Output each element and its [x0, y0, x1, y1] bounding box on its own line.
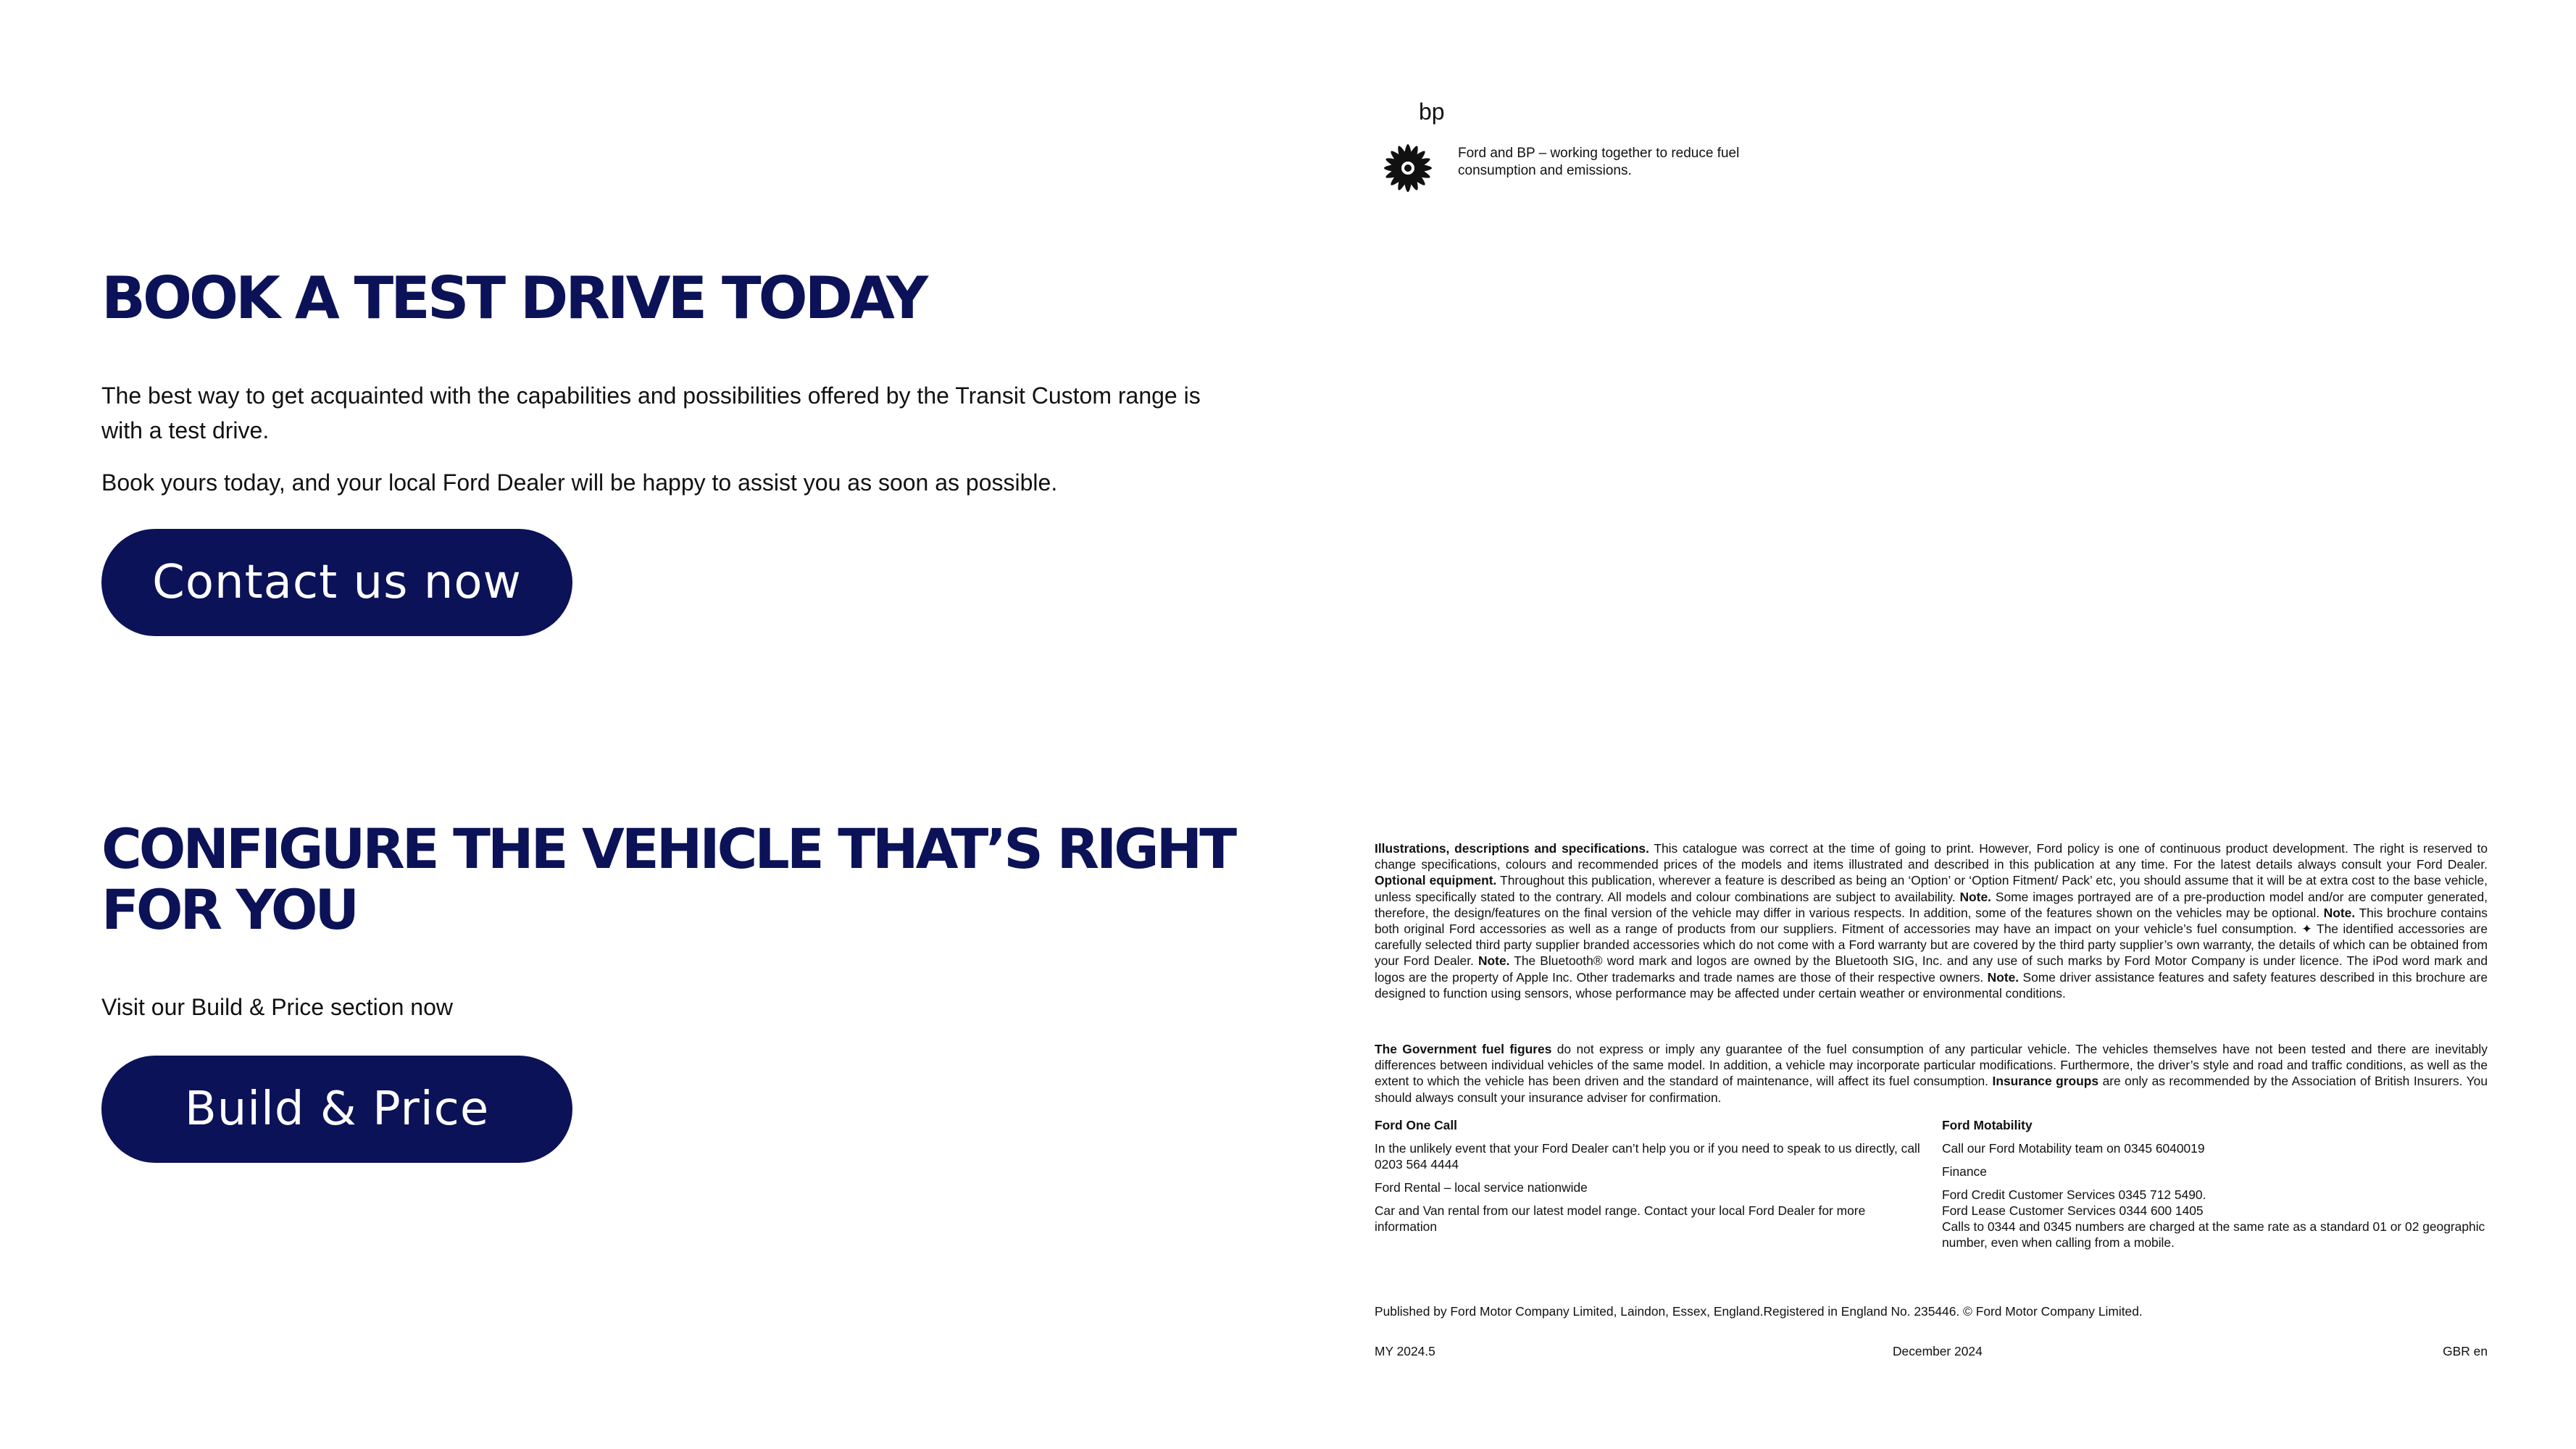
bp-wordmark: bp — [1419, 99, 1445, 125]
configure-text: Visit our Build & Price section now — [101, 994, 453, 1020]
ford-lease-text: Ford Lease Customer Services 0344 600 1405 — [1942, 1203, 2204, 1218]
legal-text: are only as recommended by the Association of British Insurers. You should always consult your insurance adviser for confirmation. — [1375, 1074, 2488, 1105]
legal-bold: Note. — [2323, 905, 2356, 920]
call-charges-text: Calls to 0344 and 0345 numbers are charged at the same rate as a standard 01 or 02 geographic number, even when calling from a mobile. — [1942, 1219, 2485, 1250]
test-drive-heading: BOOK A TEST DRIVE TODAY — [101, 264, 926, 332]
legal-text: do not express or imply any guarantee of the fuel consumption of any particular vehicle. The vehicles themselves have not been tested and there are inevitably differences between individual vehicles of the same model. In addition, a vehicle may incorporate particular modifications. Furthermore, the driver’s style and road and traffic conditions, as well as the extent to which the vehicle has been driven and the standard of maintenance, will affect its fuel consumption. — [1375, 1042, 2488, 1089]
bp-tagline: Ford and BP – working together to reduce fuel consumption and emissions. — [1458, 146, 1740, 178]
build-and-price-button[interactable]: Build & Price — [101, 1056, 572, 1163]
legal-bold: Note. — [1959, 889, 1991, 904]
legal-bold: Optional equipment. — [1375, 873, 1497, 888]
configure-heading: CONFIGURE THE VEHICLE THAT’S RIGHT FOR YOU — [101, 817, 1235, 942]
legal-text: The Bluetooth® word mark and logos are owned by the Bluetooth SIG, Inc. and any use of such marks by Ford Motor Company is under licence. The iPod word mark and logos are the property of Apple Inc. Other trademarks and trade names are those of their respective owners. — [1375, 953, 2488, 985]
legal-bold: Note. — [1987, 969, 2019, 985]
finance-title: Finance — [1942, 1164, 1987, 1179]
test-drive-intro: The best way to get acquainted with the capabilities and possibilities offered by the Transit Custom range is with a test drive. — [101, 383, 1201, 443]
ford-rental-text: Car and Van rental from our latest model range. Contact your local Ford Dealer for more information — [1375, 1203, 1866, 1234]
legal-text: Throughout this publication, wherever a feature is described as being an ‘Option’ or ‘Option Fitment/ Pack’ etc, you should assume that it will be at extra cost to the base vehicle, unless specifically stated to the contrary. All models and colour combinations are subject to availability. — [1375, 873, 2488, 904]
ford-one-call-text: In the unlikely event that your Ford Dealer can’t help you or if you need to speak to us directly, call 0203 564 4444 — [1375, 1141, 1920, 1172]
publication-date: December 2024 — [1893, 1344, 1983, 1358]
legal-fuel-figures-paragraph — [1375, 1041, 2488, 1106]
ford-one-call-column — [1375, 1117, 1925, 1242]
legal-fuel-lead: The Government fuel figures — [1375, 1042, 1552, 1056]
legal-illustrations-paragraph — [1375, 840, 2488, 1001]
legal-bold: Note. — [1477, 953, 1510, 969]
ford-one-call-title: Ford One Call — [1375, 1118, 1458, 1132]
ford-motability-column — [1942, 1117, 2493, 1258]
legal-text: Some images portrayed are of a pre-production model and/or are computer generated, therefore, the design/features on the final version of the vehicle may differ in various respects. In addition, some of the features shown on the vehicles may be optional. — [1375, 889, 2488, 920]
test-drive-dealer-text: Book yours today, and your local Ford Dealer will be happy to assist you as soon as possible. — [101, 469, 1058, 496]
contact-us-button[interactable]: Contact us now — [101, 529, 572, 636]
legal-illustrations-lead: Illustrations, descriptions and specifications. — [1375, 841, 1649, 856]
ford-motability-title: Ford Motability — [1942, 1118, 2033, 1132]
published-by-text: Published by Ford Motor Company Limited, Laindon, Essex, England.Registered in England No. 235446. © Ford Motor Company Limited. — [1375, 1304, 2143, 1319]
locale-code: GBR en — [2443, 1344, 2488, 1358]
legal-bold: Insurance groups — [1992, 1074, 2099, 1089]
legal-text: This brochure contains both original Ford accessories as well as a range of products from our suppliers. Fitment of accessories may have an impact on your vehicle’s fuel consumption. ✦ The identified accessories are carefully selected third party supplier branded accessories which do not come with a Ford warranty but are covered by the third party supplier’s own warranty, the details of which can be obtained from your Ford Dealer. — [1375, 905, 2488, 969]
ford-motability-text: Call our Ford Motability team on 0345 6040019 — [1942, 1141, 2205, 1156]
ford-rental-title: Ford Rental – local service nationwide — [1375, 1180, 1588, 1195]
legal-text: Some driver assistance features and safety features described in this brochure are designed to function using sensors, whose performance may be affected under certain weather or environmental conditions. — [1375, 969, 2488, 1001]
ford-credit-text: Ford Credit Customer Services 0345 712 5490. — [1942, 1187, 2206, 1202]
bp-helios-logo-icon — [1372, 132, 1444, 204]
model-year: MY 2024.5 — [1375, 1344, 1435, 1358]
legal-text: This catalogue was correct at the time of going to print. However, Ford policy is one of continuous product development. The right is reserved to change specifications, colours and recommended prices of the models and items illustrated and described in this publication at any time. For the latest details always consult your Ford Dealer. — [1375, 841, 2488, 872]
